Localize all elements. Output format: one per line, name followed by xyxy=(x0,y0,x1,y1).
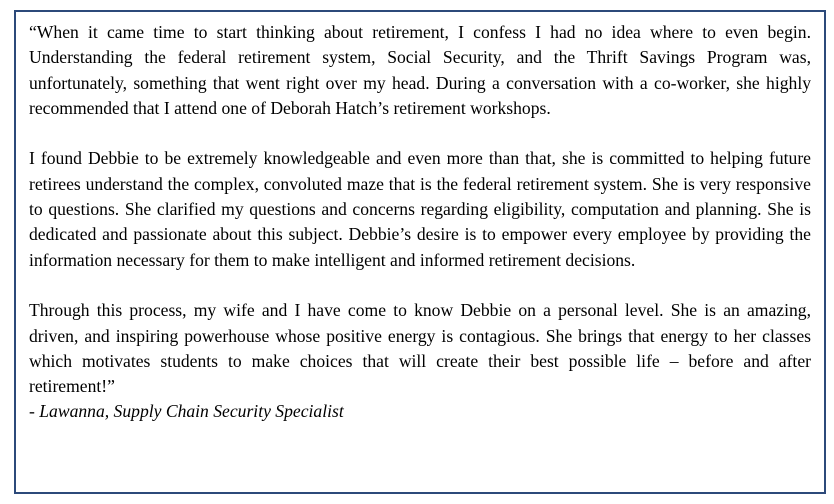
testimonial-paragraph-3: Through this process, my wife and I have come to know Debbie on a personal level. She is an amazing, driven, and inspiring powerhouse whose positive energy is contagious. She brings that energy to her classes which motivates students to make choices that will create their best possible life – before and after retirement!” xyxy=(29,300,811,397)
testimonial-paragraph-1: “When it came time to start thinking about retirement, I confess I had no idea where to even begin. Understanding the federal retirement system, Social Security, and the Thrift Savings Program was, unfortunately, something that went right over my head. During a conversation with a co-worker, she highly recommended that I attend one of Deborah Hatch’s retirement workshops. xyxy=(29,22,811,118)
testimonial-box xyxy=(14,10,826,494)
testimonial-paragraph-2: I found Debbie to be extremely knowledgeable and even more than that, she is committed to helping future retirees understand the complex, convoluted maze that is the federal retirement system. She is very responsive to questions. She clarified my questions and concerns regarding eligibility, computation and planning. She is dedicated and passionate about this subject. Debbie’s desire is to empower every employee by providing the information necessary for them to make intelligent and informed retirement decisions. xyxy=(29,148,811,270)
testimonial-attribution: - Lawanna, Supply Chain Security Specialist xyxy=(29,401,344,422)
